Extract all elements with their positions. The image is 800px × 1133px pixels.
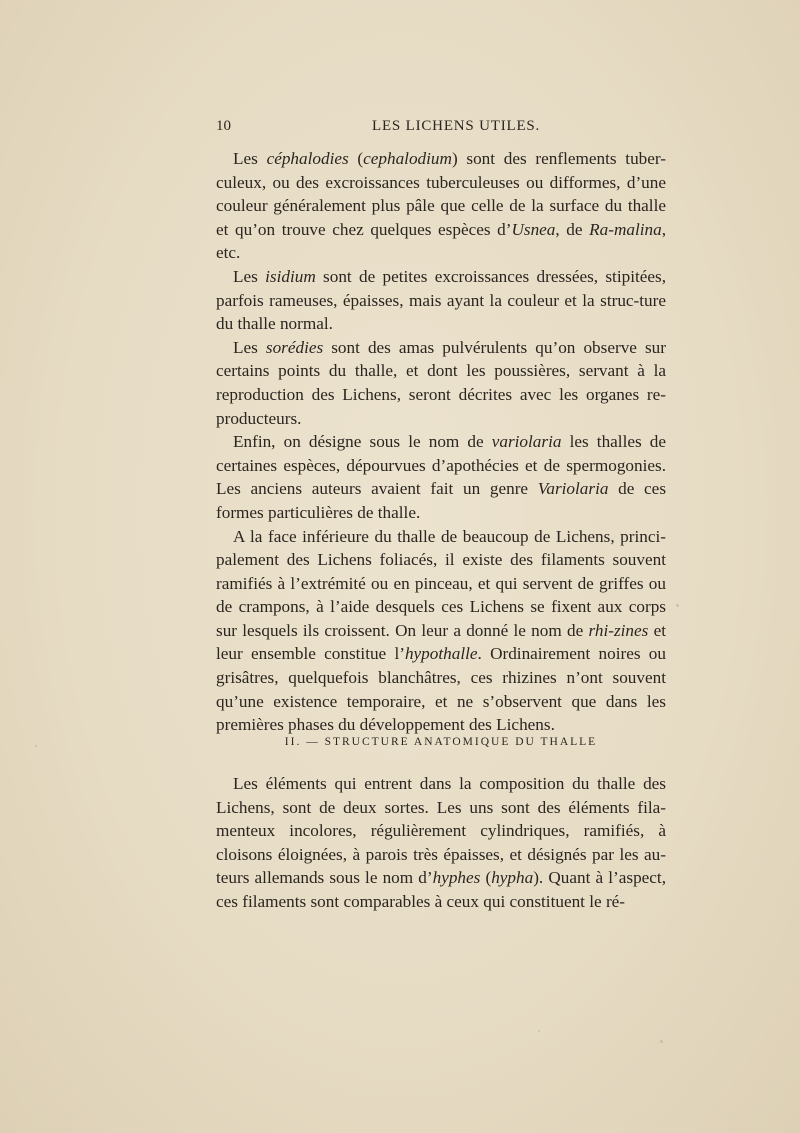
paper-spot bbox=[660, 1040, 663, 1043]
running-title: LES LICHENS UTILES. bbox=[372, 118, 541, 134]
text-run: , etc. bbox=[216, 219, 666, 263]
text-run: . Ordinairement noires ou grisâtres, quelquefois blanchâtres, ces rhizines n’ont souvent qu’une existence temporaire, et ne s’observent que dans les premières phases du développement des Lichens. bbox=[216, 644, 666, 735]
italic-term: céphalodies bbox=[266, 149, 349, 168]
text-run: ( bbox=[480, 868, 492, 888]
text-run: les thalles de certaines espèces, dépourvues d’apothécies et de spermogonies. Les anciens auteurs avaient fait un genre bbox=[216, 432, 667, 499]
body-text-before bbox=[216, 147, 666, 737]
page-number: 10 bbox=[216, 118, 231, 134]
italic-term: Variolaria bbox=[537, 479, 609, 499]
text-run: ) sont des renflements tuber-culeux, ou des excroissances tuberculeuses ou difformes, d’une couleur généralement plus pâle que celle de la surface du thalle et qu’on trouve chez quelques espèces d’ bbox=[216, 149, 666, 239]
paragraph bbox=[216, 430, 666, 524]
text-run: , de bbox=[555, 219, 590, 239]
text-run: Enfin, on désigne sous le nom de bbox=[233, 432, 492, 452]
text-run: Les bbox=[233, 266, 266, 286]
text-run: Les bbox=[233, 337, 266, 357]
text-run: A la face inférieure du thalle de beaucoup de Lichens, princi-palement des Lichens foliacés, il existe des filaments souvent ramifiés à l’extrémité ou en pinceau, et qui servent de griffes ou de crampons, à l’aide desquels ces Lichens se fixent aux corps sur lesquels ils croissent. On leur a donné le nom de bbox=[216, 526, 666, 640]
text-run: sont de petites excroissances dressées, stipitées, parfois rameuses, épaisses, mais ayant la couleur et la struc-ture du thalle normal. bbox=[216, 266, 666, 334]
text-run: de ces formes particulières de thalle. bbox=[216, 479, 667, 522]
text-run: sont des amas pulvérulents qu’on observe sur certains points du thalle, et dont les poussières, servant à la reproduction des Lichens, seront décrites avec les organes re-producteurs. bbox=[216, 337, 666, 428]
text-run: Les bbox=[233, 149, 267, 168]
paper-spot bbox=[676, 604, 679, 607]
section-heading: II. — STRUCTURE ANATOMIQUE DU THALLE bbox=[284, 736, 598, 748]
paragraph bbox=[216, 336, 666, 430]
italic-term: hypothalle bbox=[404, 644, 478, 664]
italic-term: hyphes bbox=[432, 868, 481, 888]
paper-spot bbox=[35, 745, 37, 747]
italic-term: Usnea bbox=[511, 219, 556, 239]
italic-term: variolaria bbox=[491, 432, 562, 452]
italic-term: sorédies bbox=[265, 337, 324, 357]
text-run: ( bbox=[348, 149, 364, 168]
paragraph bbox=[216, 525, 666, 737]
body-text-after bbox=[216, 772, 666, 914]
italic-term: Ra-malina bbox=[589, 219, 662, 239]
italic-term: rhi-zines bbox=[588, 620, 649, 640]
paper-spot bbox=[538, 1030, 540, 1032]
text-run: Les éléments qui entrent dans la composition du thalle des Lichens, sont de deux sortes. Les uns sont des éléments fila-menteux incolores, régulièrement cylindriques, ramifiés, à cloisons éloignées, à parois très épaisses, et désignés par les au-teurs allemands sous le nom d’ bbox=[216, 774, 666, 888]
text-run: ). Quant à l’aspect, ces filaments sont comparables à ceux qui constituent le ré- bbox=[216, 868, 666, 911]
paragraph bbox=[216, 147, 666, 265]
page-header bbox=[216, 118, 666, 140]
text-run: et leur ensemble constitue l’ bbox=[216, 620, 666, 664]
italic-term: isidium bbox=[265, 266, 316, 286]
paragraph bbox=[216, 265, 666, 336]
italic-term: hypha bbox=[491, 868, 534, 888]
paragraph bbox=[216, 772, 666, 914]
italic-term: cephalodium bbox=[363, 149, 452, 168]
